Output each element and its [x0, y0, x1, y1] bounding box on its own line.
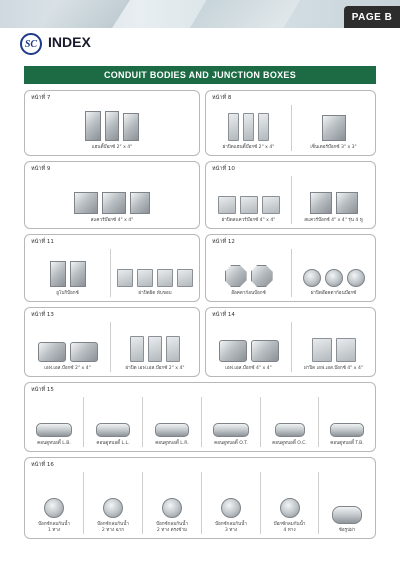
product-caption: ฝาปิดผิด พับขอบ: [138, 291, 172, 296]
handy-box-cover-icon: [228, 113, 269, 141]
index-box-page-7[interactable]: [24, 90, 200, 156]
product-caption: คอนดูทบอดี้ L.R.: [155, 441, 189, 446]
index-box-page-13[interactable]: [24, 307, 200, 377]
product-item[interactable]: [25, 397, 83, 447]
product-caption: บ๊อกซ์กลมกันน้ำ 2 ทาง ตรงข้าม: [156, 522, 188, 533]
square-box-4-ear-icon: [310, 192, 358, 214]
product-item[interactable]: [206, 322, 291, 372]
product-item[interactable]: [201, 472, 260, 534]
fs-box-icon: [219, 340, 279, 362]
square-box-icon: [322, 115, 346, 141]
product-item[interactable]: [291, 322, 375, 372]
product-caption: ยูโบกิบ๊อกซ์: [56, 291, 79, 296]
conduit-body-lb-icon: [36, 423, 72, 437]
product-item[interactable]: [291, 249, 375, 297]
page-number: หน้าที่ 10: [212, 166, 235, 172]
product-caption: ข้อรูปผ่า: [338, 528, 356, 533]
section-title: CONDUIT BODIES AND JUNCTION BOXES: [24, 66, 376, 84]
raised-cover-icon: [117, 269, 193, 287]
product-caption: แฮนดี้บ๊อกซ์ 2" x 4": [91, 145, 133, 150]
product-caption: คอนดูทบอดี้ T.B.: [330, 441, 364, 446]
page-number: หน้าที่ 15: [31, 387, 54, 393]
square-box-cover-icon: [218, 196, 280, 214]
header-banner: [0, 0, 400, 28]
index-box-page-11[interactable]: [24, 234, 200, 302]
page-number: หน้าที่ 9: [31, 166, 51, 172]
banner-decoration: [40, 0, 130, 28]
product-caption: บ๊อกซ์กลมกันน้ำ 2 ทาง ฉาก: [97, 522, 129, 533]
product-item[interactable]: [25, 322, 110, 372]
index-box-page-14[interactable]: [205, 307, 376, 377]
page-number: หน้าที่ 7: [31, 95, 51, 101]
octagon-box-icon: [225, 265, 273, 287]
fs-box-icon: [38, 342, 98, 362]
index-box-page-8[interactable]: [205, 90, 376, 156]
square-box-icon: [74, 192, 150, 214]
round-box-icon: [103, 498, 123, 518]
page-number: หน้าที่ 16: [31, 462, 54, 468]
conduit-body-ll-icon: [96, 423, 130, 437]
product-item[interactable]: [206, 105, 291, 151]
round-box-icon: [44, 498, 64, 518]
product-caption: บ๊อกซ์กลมกันน้ำ 1 ทาง: [38, 522, 70, 533]
product-item[interactable]: [291, 176, 375, 224]
utility-box-icon: [50, 261, 86, 287]
page-number: หน้าที่ 11: [31, 239, 54, 245]
round-box-icon: [162, 498, 182, 518]
product-caption: คอนดูทบอดี้ L.B.: [37, 441, 71, 446]
fs-box-cover-icon: [130, 336, 180, 362]
product-item[interactable]: [206, 249, 291, 297]
index-box-page-12[interactable]: [205, 234, 376, 302]
product-item[interactable]: [318, 397, 375, 447]
product-item[interactable]: [142, 397, 201, 447]
product-item[interactable]: [201, 397, 260, 447]
product-item[interactable]: [25, 105, 199, 151]
product-caption: สแควร์บ๊อกซ์ 4" x 4": [90, 218, 134, 223]
sc-logo: SC: [20, 33, 42, 55]
product-item[interactable]: [25, 472, 83, 534]
product-item[interactable]: [142, 472, 201, 534]
product-item[interactable]: [110, 322, 199, 372]
index-box-page-15[interactable]: [24, 382, 376, 452]
product-item[interactable]: [110, 249, 199, 297]
page-title: INDEX: [48, 34, 91, 50]
product-caption: คอนดูทบอดี้ O.C.: [272, 441, 307, 446]
product-caption: สแควร์บ๊อกซ์ 4" x 4" รุ่น 4 หู: [304, 218, 363, 223]
page-number: หน้าที่ 8: [212, 95, 232, 101]
product-item[interactable]: [260, 472, 318, 534]
page-number: หน้าที่ 14: [212, 312, 235, 318]
round-box-icon: [221, 498, 241, 518]
product-item[interactable]: [206, 176, 291, 224]
split-fitting-icon: [332, 506, 362, 524]
product-caption: เอฟ.เอส.บ๊อกซ์ 2" x 4": [44, 366, 91, 371]
product-item[interactable]: [291, 105, 375, 151]
product-caption: คอนดูทบอดี้ O.T.: [214, 441, 248, 446]
index-box-page-10[interactable]: [205, 161, 376, 229]
product-caption: ฝาปิด เอฟ.เอส.บ๊อกซ์ 4" x 4": [303, 366, 363, 371]
conduit-body-ot-icon: [213, 423, 249, 437]
banner-decoration: [190, 0, 300, 28]
conduit-body-lr-icon: [155, 423, 189, 437]
product-caption: ฝาปิดแฮนดี้บ๊อกซ์ 2" x 4": [222, 145, 275, 150]
conduit-body-oc-icon: [275, 423, 305, 437]
page-number: หน้าที่ 12: [212, 239, 235, 245]
product-caption: ฝาปิด เอฟ.เอส.บ๊อกซ์ 2" x 4": [125, 366, 185, 371]
index-box-page-9[interactable]: [24, 161, 200, 229]
octagon-cover-icon: [303, 269, 365, 287]
product-caption: อ๊อคตาก้อนบ๊อกซ์: [231, 291, 266, 296]
product-caption: บ๊อกซ์กลมกันน้ำ 3 ทาง: [215, 522, 247, 533]
product-item[interactable]: [83, 472, 142, 534]
product-item[interactable]: [25, 176, 199, 224]
index-box-page-16[interactable]: [24, 457, 376, 539]
fs-box-cover-icon: [312, 338, 356, 362]
product-caption: บ๊อกซ์กลมกันน้ำ 4 ทาง: [273, 522, 306, 533]
product-caption: คอนดูทบอดี้ L.L.: [96, 441, 130, 446]
round-box-icon: [280, 498, 300, 518]
page-number: หน้าที่ 13: [31, 312, 54, 318]
handy-box-icon: [85, 111, 139, 141]
page-label: PAGE B: [344, 6, 400, 28]
product-item[interactable]: [83, 397, 142, 447]
product-caption: ฝาปิดสแควร์บ๊อกซ์ 4" x 4": [221, 218, 276, 223]
product-caption: ฝาปิดอ๊อคตาก้อนบ๊อกซ์: [310, 291, 357, 296]
conduit-body-tb-icon: [330, 423, 364, 437]
product-item[interactable]: [25, 249, 110, 297]
product-caption: เซ็นเตอร์บ๊อกซ์ 3" x 3": [310, 145, 357, 150]
product-item[interactable]: [260, 397, 318, 447]
product-caption: เอฟ.เอส.บ๊อกซ์ 4" x 4": [225, 366, 272, 371]
product-item[interactable]: [318, 472, 375, 534]
